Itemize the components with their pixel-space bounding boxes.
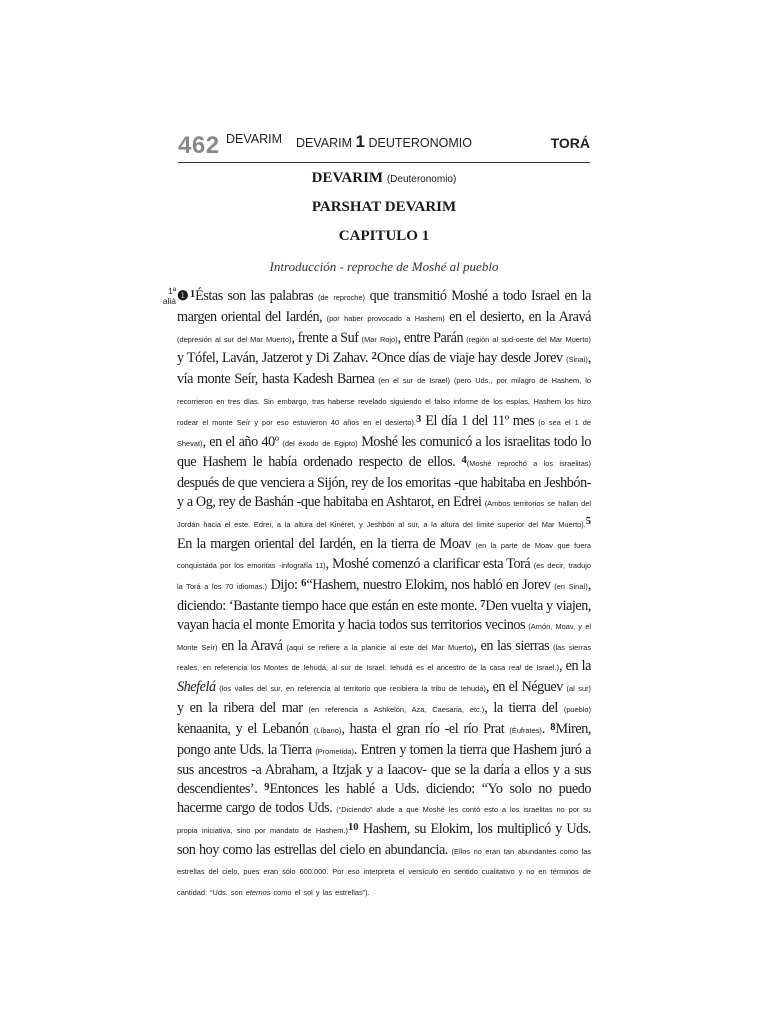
page-number: 462 [178, 132, 220, 159]
running-header [178, 128, 590, 163]
commentary-note: (Moshé reprochó a los israelitas) [466, 459, 591, 469]
commentary-note: (en referencia a Ashkelón, Aza, Caesaria, etc.) [308, 704, 485, 714]
aliya-label: aliá [162, 296, 176, 306]
book-title-note: (Deuteronomio) [386, 174, 457, 185]
verse-number: 6 [301, 578, 307, 590]
header-book-name: DEVARIM [226, 132, 283, 146]
commentary-note: (Sinaí) [566, 355, 588, 365]
verse-number: 2 [371, 351, 377, 363]
header-book-name-2: DEVARIM [296, 136, 353, 150]
chapter-marker-icon: ❶ [177, 288, 190, 303]
commentary-note: (Líbano) [313, 725, 342, 735]
parsha-title: PARSHAT DEVARIM [311, 199, 457, 215]
commentary-note: (del éxodo de Egipto) [282, 438, 358, 448]
commentary-note: (los valles del sur, en referencia al territorio que recibiera la tribu de Iehudá) [219, 684, 486, 694]
commentary-note: (o sea el 1 de Shevat) [177, 417, 591, 448]
commentary-note: (en Sinaí) [554, 582, 588, 592]
commentary-note: (en la parte de Moav que fuera conquistada por los emoritas -infografía 11) [177, 540, 591, 571]
commentary-note: (aquí se refiere a la planicie al este del Mar Muerto) [286, 642, 474, 652]
commentary-note: (Éufrates) [509, 725, 542, 735]
header-chapter-number: 1 [355, 132, 365, 151]
header-chapter-ref [296, 132, 472, 152]
commentary-note: (en el sur de Israel) (pero Uds., por milagro de Hashem, lo recorrieron en tres días. Sin embargo, tras haberse revelado siguiendo el falso informe de los espías, Hashem los hizo rodear el monte Seír y por eso estuvieron 40 años en el desierto). [177, 376, 591, 427]
commentary-note: (las sierras reales, en referencia los Montes de Iehudá, al sur de Israel. Iehudá es el ancestro de la casa real de Israel.) [177, 642, 592, 673]
commentary-note: (pueblo) [563, 704, 591, 714]
commentary-note: (“Diciendo” alude a que Moshé les contó esto a los israelitas no por su propia iniciativa, sino por mandato de Hashem.) [177, 804, 591, 835]
verse-number: 5 [585, 515, 591, 527]
commentary-note: (es decir, tradujo la Torá a los 70 idiomas.) [177, 561, 591, 592]
commentary-note: (por haber provocado a Hashem) [326, 313, 445, 323]
verse-number: 3 [416, 413, 422, 425]
aliya-marker [150, 286, 176, 306]
header-section: TORÁ [550, 135, 590, 151]
commentary-note: (depresión al sur del Mar Muerto) [177, 334, 292, 344]
chapter-title: CAPITULO 1 [338, 228, 430, 244]
commentary-note: (Prometida) [315, 746, 354, 756]
aliya-number: 1ª [168, 286, 176, 296]
commentary-note: (de reproche) [317, 293, 365, 302]
verse-number: 9 [264, 782, 270, 794]
verse-number: 8 [550, 721, 556, 733]
commentary-note: (Mar Rojo) [361, 334, 398, 344]
emphasized-term: Shefelá [177, 679, 216, 696]
commentary-note: (Ellos no eran tan abundantes como las estrellas del cielo, pues eran sólo 600.000. Por eso interpreta el versículo en sentido cualitativo y no en términos de cantidad: “Uds. son eternos como el sol y las estrellas”). [177, 846, 591, 898]
verse-number: 1 [189, 289, 196, 300]
book-title: DEVARIM (Deuteronomio) [311, 170, 457, 186]
verse-number: 7 [480, 598, 486, 610]
header-book-translation: DEUTERONOMIO [368, 136, 472, 150]
section-subtitle: Introducción - reproche de Moshé al pueblo [269, 259, 499, 274]
commentary-note: (Ambos territorios se hallan del Jordán hacia el este. Edrei, a la altura del Kinéret, y Jeshbón al sur, a la altura del límite superior del Mar Muerto). [177, 498, 592, 529]
verse-number: 4 [461, 455, 467, 467]
verse-number: 10 [347, 821, 359, 833]
commentary-note: (al sur) [566, 684, 591, 694]
commentary-note: (Amón, Moav, y el Monte Seír) [177, 621, 591, 652]
scripture-text: ❶$^1$Éstas son las palabras (de reproche) que transmitió Moshé a todo Israel en la margen oriental del Iardén, (por haber provocado a Hashem) en el desierto, en la Aravá (depresión al sur del Mar Muerto), frente a Suf (Mar Rojo), entre Parán (región al sud-oeste del Mar Muerto) y Tófel, Laván, Jatzerot y Di Zahav. $^2$Once días de viaje hay desde Jorev (Sinaí), vía monte Seír, hasta Kadesh Barnea (en el sur de Israel) (pero Uds., por milagro de Hashem, lo recorrieron en tres días. Sin embargo, tras haberse revelado siguiendo el falso informe de los espías, Hashem los hizo rodear el monte Seír y por eso estuvieron 40 años en el desierto).$^3$ El día 1 del 11º mes (o sea el 1 de Shevat), en el año 40º (del éxodo de Egipto) Moshé les comunicó a los israelitas todo lo que Hashem le había ordenado respecto de ellos. $^4$(Moshé reprochó a los israelitas) después de que venciera a Sijón, rey de los emoritas -que habitaba en Jeshbón- y a Og, rey de Bashán -que habitaba en Ashtarot, en Edrei (Ambos territorios se hallan del Jordán hacia el este. Edrei, a la altura del Kinéret, y Jeshbón al sur, a la altura del límite superior del Mar Muerto).$^5$ En la margen oriental del Iardén, en la tierra de Moav (en la parte de Moav que fuera conquistada por los emoritas -infografía 11), Moshé comenzó a clarificar esta Torá (es decir, tradujo la Torá a los 70 idiomas.) Dijo: $^6$“Hashem, nuestro Elokim, nos habló en Jorev (en Sinaí), diciendo: ‘Bastante tiempo hace que están en este monte. $^7$Den vuelta y viajen, vayan hacia el monte Emorita y hacia todos sus territorios vecinos (Amón, Moav, y el Monte Seír) en la Aravá (aquí se refiere a la planicie al este del Mar Muerto), en las sierras (las sierras reales, en referencia los Montes de Iehudá, al sur de Israel. Iehudá es el ancestro de la casa real de Israel.), en la Shefelá (los valles del sur, en referencia al territorio que recibiera la tribu de Iehudá), en el Néguev (al sur) y en la ribera del mar (en referencia a Ashkelón, Aza, Caesaria, etc.), la tierra del (pueblo) kenaanita, y el Lebanón (Líbano), hasta el gran río -el río Prat (Éufrates). $^8$Miren, pongo ante Uds. la Tierra (Prometida). Entren y tomen la tierra que Hashem juró a sus ancestros -a Abraham, a Itzjak y a Iaacov- que se la daría a ellos y a sus descendientes’. $^9$Entonces les hablé a Uds. diciendo: “Yo solo no puedo hacerme cargo de todos Uds. (“Diciendo” alude a que Moshé les contó esto a los israelitas no por su propia iniciativa, sino por mandato de Hashem.)$^{10}$ Hashem, su Elokim, los multiplicó y Uds. son hoy como las estrellas del cielo en abundancia. (Ellos no eran tan abundantes como las estrellas del cielo, pues eran sólo 600.000. Por eso interpreta el versículo en sentido cualitativo y no en términos de cantidad: “Uds. son eternos como el sol y las estrellas”). [177, 288, 592, 898]
commentary-note: (región al sud-oeste del Mar Muerto) [466, 334, 591, 344]
